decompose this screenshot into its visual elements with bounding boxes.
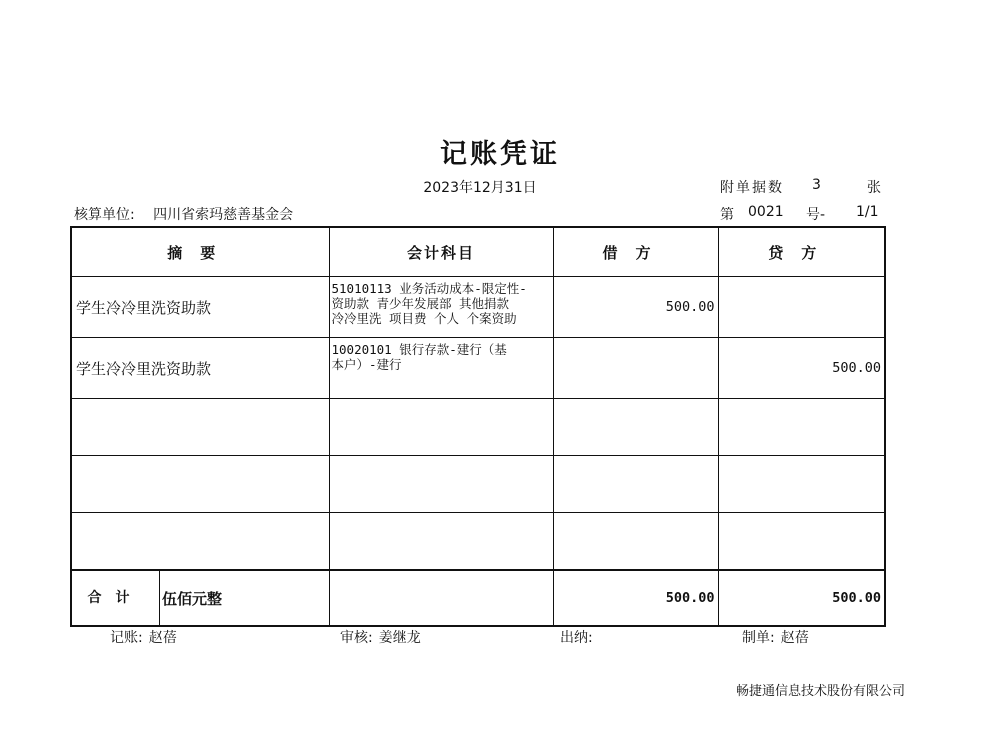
voucher-number-prefix: 第 xyxy=(720,207,734,223)
voucher-title: 记账凭证 xyxy=(440,139,560,170)
attachment-unit: 张 xyxy=(867,180,881,196)
cashier-label: 出纳: xyxy=(560,630,593,646)
table-row xyxy=(71,338,885,399)
entry-debit xyxy=(553,338,718,399)
header-row xyxy=(71,227,885,277)
voucher-page: 1/1 xyxy=(856,204,879,220)
preparer-name: 赵蓓 xyxy=(780,630,809,646)
entry-summary: 学生冷冷里洗资助款 xyxy=(71,277,329,338)
reviewer-label: 审核: xyxy=(340,630,373,646)
table-row xyxy=(71,277,885,338)
reviewer-name: 姜继龙 xyxy=(378,630,421,646)
signature-cashier xyxy=(560,627,599,647)
company-name: 畅捷通信息技术股份有限公司 xyxy=(736,684,906,699)
bookkeeper-label: 记账: xyxy=(110,630,143,646)
header-debit: 借方 xyxy=(553,227,718,277)
total-debit: 500.00 xyxy=(553,570,718,626)
total-credit: 500.00 xyxy=(718,570,885,626)
entry-credit: 500.00 xyxy=(718,338,885,399)
subject-line: 本户）-建行 xyxy=(331,357,402,372)
subject-line: 10020101 银行存款-建行（基 xyxy=(331,342,507,357)
entry-debit: 500.00 xyxy=(553,277,718,338)
preparer-label: 制单: xyxy=(742,630,775,646)
entry-subject xyxy=(329,277,553,338)
subject-line: 冷冷里洗 项目费 个人 个案资助 xyxy=(331,311,517,326)
entry-summary: 学生冷冷里洗资助款 xyxy=(71,338,329,399)
attachment-count xyxy=(720,177,881,197)
signature-preparer xyxy=(742,627,809,647)
voucher-number-value: 0021 xyxy=(748,204,784,220)
table-row-empty xyxy=(71,399,885,456)
table-row-empty xyxy=(71,456,885,513)
voucher-date: 2023年12月31日 xyxy=(423,180,537,196)
accounting-unit xyxy=(74,204,293,224)
header-credit: 贷方 xyxy=(718,227,885,277)
subject-line: 资助款 青少年发展部 其他捐款 xyxy=(331,296,510,311)
total-row xyxy=(71,570,885,626)
voucher-number-suffix: 号- xyxy=(806,207,826,223)
bookkeeper-name: 赵蓓 xyxy=(148,630,177,646)
total-amount-words: 伍佰元整 xyxy=(162,589,223,608)
signature-reviewer xyxy=(340,627,421,647)
total-label: 合计 xyxy=(72,571,160,625)
total-cell xyxy=(71,570,329,626)
entry-subject xyxy=(329,338,553,399)
header-summary: 摘要 xyxy=(71,227,329,277)
entry-credit xyxy=(718,277,885,338)
voucher-table xyxy=(70,226,886,627)
subject-line: 51010113 业务活动成本-限定性- xyxy=(331,281,527,296)
header-subject: 会计科目 xyxy=(329,227,553,277)
table-row-empty xyxy=(71,513,885,571)
accounting-unit-label: 核算单位: xyxy=(74,207,135,223)
signature-bookkeeper xyxy=(110,627,177,647)
attachment-label: 附单据数 xyxy=(720,180,784,196)
accounting-unit-value: 四川省索玛慈善基金会 xyxy=(153,207,294,223)
attachment-number: 3 xyxy=(812,177,821,193)
